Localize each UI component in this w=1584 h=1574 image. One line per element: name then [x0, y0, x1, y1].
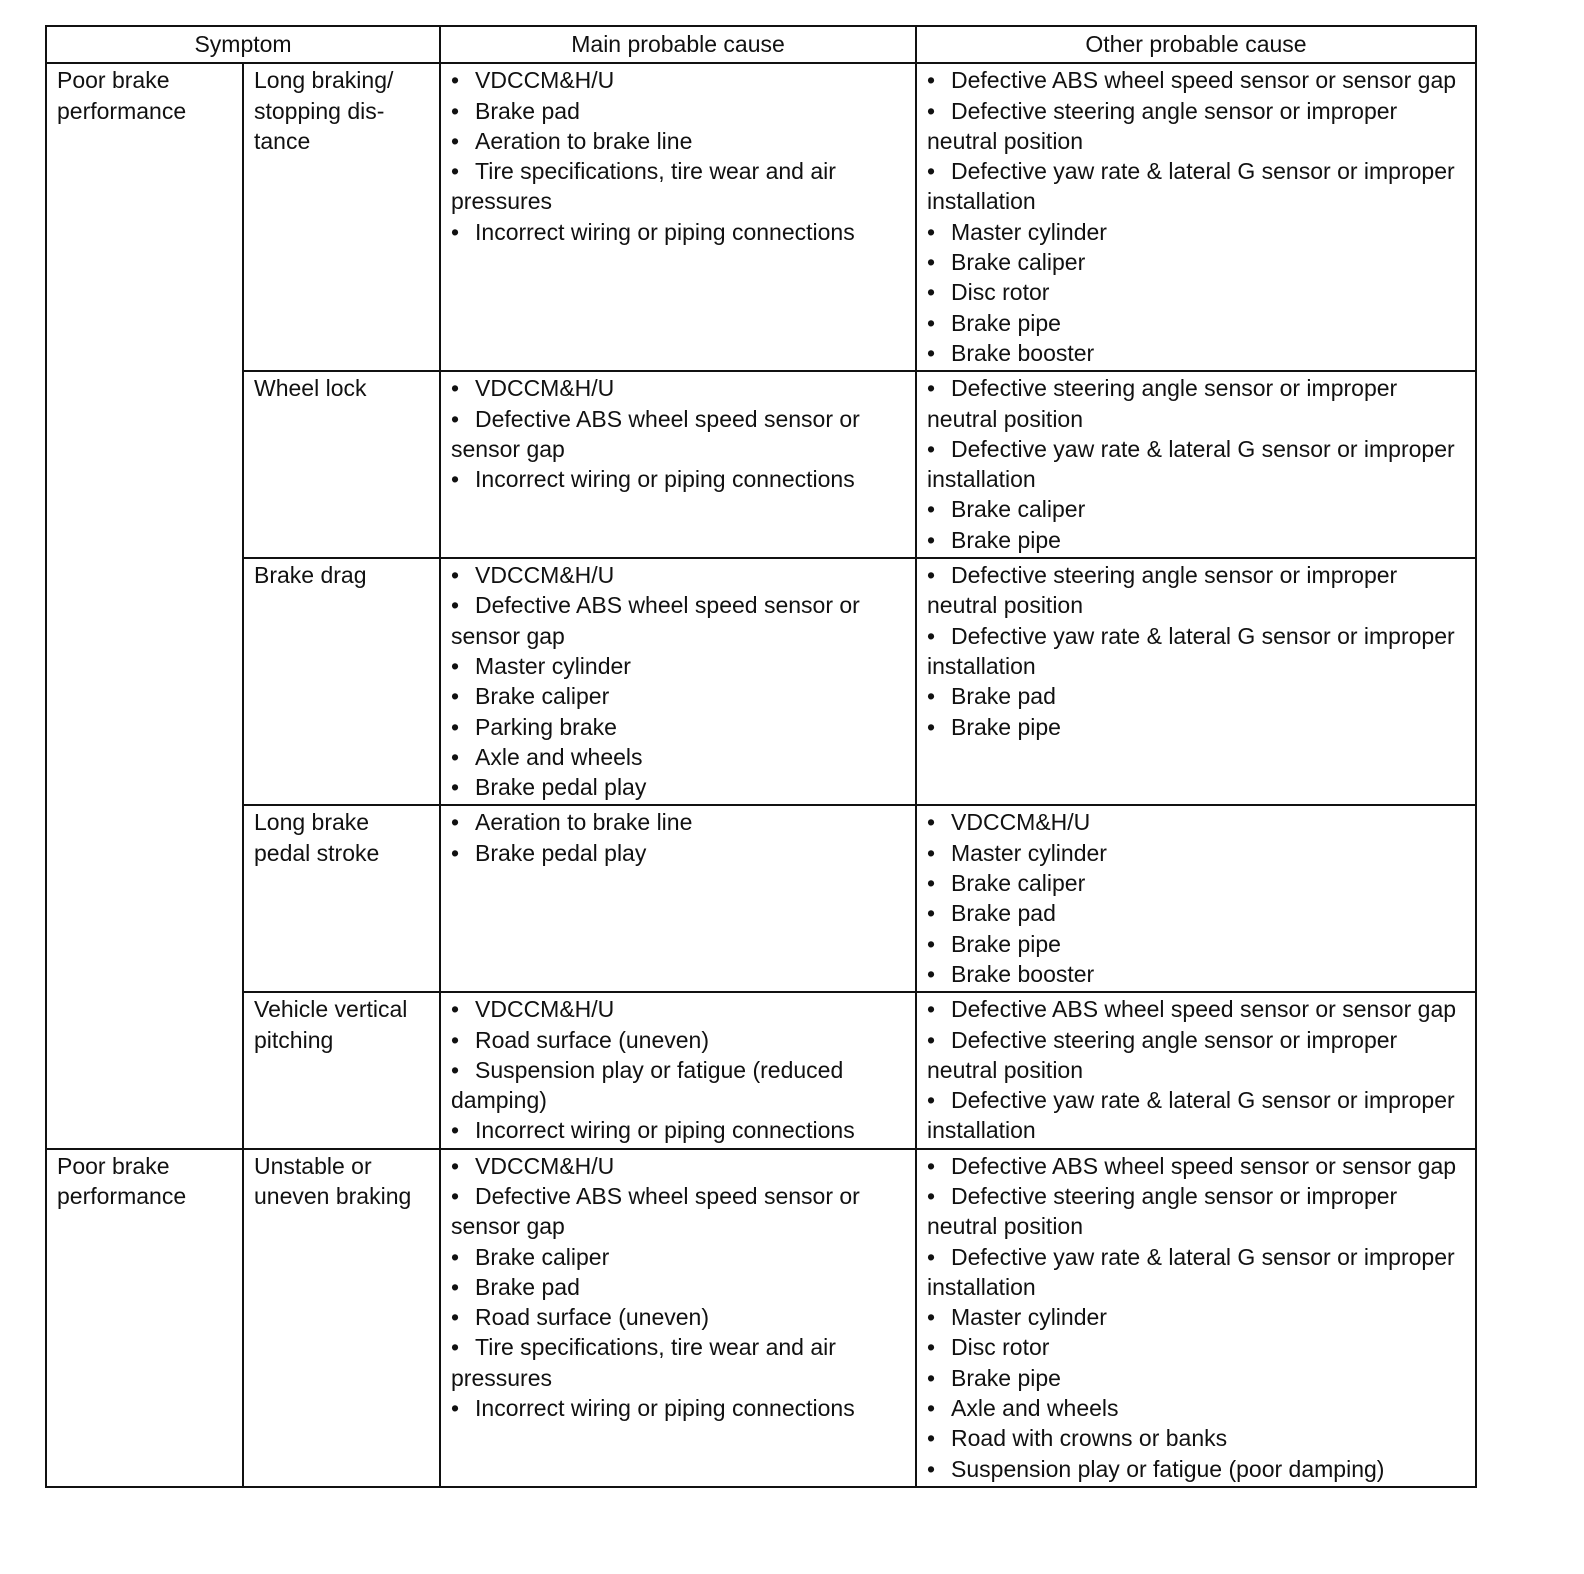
header-row — [46, 26, 1476, 63]
table-row — [46, 805, 1476, 992]
cause-item — [927, 156, 1467, 217]
cause-text: Defective steering angle sensor or improper neutral position — [927, 1182, 1398, 1240]
cause-text: Incorrect wiring or piping connections — [475, 1117, 855, 1144]
main-cause-list — [451, 560, 907, 802]
other-cause-list — [927, 994, 1467, 1145]
cause-text: Defective yaw rate & lateral G sensor or improper installation — [927, 158, 1455, 215]
cause-item — [451, 994, 907, 1024]
cause-text: Brake pad — [951, 683, 1056, 710]
cause-item — [927, 1085, 1467, 1146]
cause-item — [927, 1302, 1467, 1332]
cause-item — [451, 1151, 907, 1181]
cause-text: Axle and wheels — [951, 1395, 1119, 1422]
category-cell: Poor brake performance — [46, 63, 243, 1148]
cause-text: Brake booster — [951, 960, 1095, 987]
main-cause-list — [451, 373, 907, 494]
cause-text: Brake pipe — [951, 713, 1061, 740]
cause-text: Defective ABS wheel speed sensor or sensor gap — [951, 67, 1457, 94]
cause-text: Tire specifications, tire wear and air pressures — [451, 158, 836, 215]
other-cause-cell — [916, 992, 1476, 1148]
other-cause-cell — [916, 371, 1476, 558]
main-cause-cell — [440, 992, 916, 1148]
symptom-cell: Unstable or uneven braking — [243, 1149, 440, 1487]
cause-item — [927, 247, 1467, 277]
header-other-cause: Other probable cause — [916, 26, 1476, 63]
cause-text: Defective yaw rate & lateral G sensor or improper installation — [927, 435, 1455, 493]
cause-item — [451, 681, 907, 711]
symptom-cell: Brake drag — [243, 558, 440, 805]
main-cause-cell — [440, 558, 916, 805]
cause-text: Defective ABS wheel speed sensor or sensor gap — [451, 1182, 860, 1240]
cause-text: Defective ABS wheel speed sensor or sensor gap — [451, 405, 860, 462]
cause-text: Aeration to brake line — [475, 127, 693, 154]
cause-text: Disc rotor — [951, 279, 1050, 306]
cause-text: Defective steering angle sensor or improper neutral position — [927, 375, 1398, 432]
symptom-cell: Wheel lock — [243, 371, 440, 558]
cause-item — [451, 1115, 907, 1145]
cause-text: Brake pedal play — [475, 839, 647, 866]
category-cell: Poor brake performance — [46, 1149, 243, 1487]
cause-item — [927, 929, 1467, 959]
cause-item — [927, 96, 1467, 157]
cause-text: VDCCM&H/U — [475, 996, 615, 1023]
cause-item — [451, 404, 907, 465]
cause-text: Brake pad — [475, 97, 580, 124]
cause-item — [927, 308, 1467, 338]
cause-item — [451, 651, 907, 681]
cause-text: Incorrect wiring or piping connections — [475, 218, 855, 245]
cause-text: Disc rotor — [951, 1334, 1050, 1361]
cause-text: Brake caliper — [951, 870, 1086, 897]
cause-text: Axle and wheels — [475, 743, 643, 770]
main-cause-list — [451, 65, 907, 247]
other-cause-cell — [916, 63, 1476, 371]
cause-text: VDCCM&H/U — [475, 375, 615, 402]
cause-text: Brake pipe — [951, 1364, 1061, 1391]
cause-text: Defective ABS wheel speed sensor or sensor gap — [951, 996, 1457, 1023]
cause-text: Brake pipe — [951, 930, 1061, 957]
table-row — [46, 1149, 1476, 1487]
cause-item — [451, 1025, 907, 1055]
other-cause-list — [927, 65, 1467, 368]
cause-item — [927, 1393, 1467, 1423]
cause-item — [451, 1302, 907, 1332]
table-row — [46, 371, 1476, 558]
cause-text: Suspension play or fatigue (reduced damping) — [451, 1056, 844, 1114]
cause-item — [927, 65, 1467, 95]
cause-text: Master cylinder — [951, 839, 1107, 866]
cause-item — [451, 1055, 907, 1116]
cause-item — [451, 156, 907, 217]
cause-text: Defective yaw rate & lateral G sensor or improper installation — [927, 622, 1455, 679]
table-row — [46, 63, 1476, 371]
cause-text: VDCCM&H/U — [475, 67, 615, 94]
main-cause-cell — [440, 63, 916, 371]
cause-item — [451, 1272, 907, 1302]
other-cause-cell — [916, 558, 1476, 805]
cause-text: Defective ABS wheel speed sensor or sensor gap — [951, 1152, 1457, 1179]
cause-item — [451, 1393, 907, 1423]
cause-text: Road surface (uneven) — [475, 1304, 709, 1331]
main-cause-cell — [440, 805, 916, 992]
cause-text: Road surface (uneven) — [475, 1026, 709, 1053]
cause-text: Brake caliper — [475, 683, 610, 710]
cause-text: Brake pad — [951, 900, 1056, 927]
cause-item — [927, 494, 1467, 524]
cause-item — [927, 277, 1467, 307]
other-cause-list — [927, 373, 1467, 555]
cause-item — [927, 959, 1467, 989]
cause-item — [927, 838, 1467, 868]
cause-text: Brake pipe — [951, 309, 1061, 336]
symptom-cell: Long brake pedal stroke — [243, 805, 440, 992]
main-cause-list — [451, 1151, 907, 1424]
cause-item — [927, 217, 1467, 247]
cause-text: Defective yaw rate & lateral G sensor or improper installation — [927, 1087, 1455, 1144]
main-cause-cell — [440, 371, 916, 558]
cause-text: Master cylinder — [951, 1304, 1107, 1331]
cause-item — [927, 1151, 1467, 1181]
cause-item — [451, 590, 907, 651]
symptom-cell: Long braking/ stopping dis- tance — [243, 63, 440, 371]
cause-item — [927, 434, 1467, 495]
other-cause-list — [927, 1151, 1467, 1484]
cause-text: Brake pad — [475, 1273, 580, 1300]
header-main-cause: Main probable cause — [440, 26, 916, 63]
cause-item — [927, 1181, 1467, 1242]
cause-text: Parking brake — [475, 713, 617, 740]
other-cause-cell — [916, 805, 1476, 992]
cause-text: Defective ABS wheel speed sensor or sensor gap — [451, 592, 860, 649]
cause-item — [927, 807, 1467, 837]
cause-item — [451, 772, 907, 802]
cause-item — [451, 838, 907, 868]
cause-item — [451, 1242, 907, 1272]
cause-item — [927, 1423, 1467, 1453]
cause-item — [451, 742, 907, 772]
cause-text: VDCCM&H/U — [951, 809, 1091, 836]
cause-text: Defective steering angle sensor or improper neutral position — [927, 97, 1398, 154]
cause-item — [927, 712, 1467, 742]
cause-item — [451, 464, 907, 494]
cause-text: Brake caliper — [951, 496, 1086, 523]
cause-text: Master cylinder — [951, 218, 1107, 245]
cause-item — [451, 217, 907, 247]
cause-item — [927, 1363, 1467, 1393]
cause-text: Aeration to brake line — [475, 809, 693, 836]
cause-item — [927, 898, 1467, 928]
cause-text: Suspension play or fatigue (poor damping) — [951, 1455, 1385, 1482]
other-cause-list — [927, 807, 1467, 989]
main-cause-list — [451, 807, 907, 868]
table-body — [46, 63, 1476, 1487]
other-cause-list — [927, 560, 1467, 742]
table-row — [46, 558, 1476, 805]
diagnosis-table — [45, 25, 1477, 1488]
cause-item — [451, 65, 907, 95]
cause-text: Defective steering angle sensor or improper neutral position — [927, 562, 1398, 619]
cause-text: Brake booster — [951, 339, 1095, 366]
other-cause-cell — [916, 1149, 1476, 1487]
symptom-cell: Vehicle vertical pitching — [243, 992, 440, 1148]
cause-item — [927, 868, 1467, 898]
cause-text: VDCCM&H/U — [475, 1152, 615, 1179]
cause-item — [451, 560, 907, 590]
cause-item — [451, 96, 907, 126]
cause-item — [927, 621, 1467, 682]
main-cause-cell — [440, 1149, 916, 1487]
cause-item — [927, 338, 1467, 368]
cause-text: Brake caliper — [475, 1243, 610, 1270]
cause-text: Brake pipe — [951, 526, 1061, 553]
cause-item — [451, 126, 907, 156]
cause-item — [927, 1242, 1467, 1303]
cause-item — [451, 1181, 907, 1242]
table-row — [46, 992, 1476, 1148]
cause-item — [927, 560, 1467, 621]
cause-text: VDCCM&H/U — [475, 562, 615, 589]
cause-text: Incorrect wiring or piping connections — [475, 1395, 855, 1422]
cause-item — [927, 525, 1467, 555]
cause-text: Master cylinder — [475, 652, 631, 679]
cause-text: Incorrect wiring or piping connections — [475, 466, 855, 493]
cause-item — [927, 1025, 1467, 1086]
cause-text: Tire specifications, tire wear and air pressures — [451, 1334, 836, 1391]
cause-text: Defective steering angle sensor or improper neutral position — [927, 1026, 1398, 1083]
cause-text: Brake caliper — [951, 249, 1086, 276]
cause-item — [927, 1332, 1467, 1362]
cause-text: Defective yaw rate & lateral G sensor or improper installation — [927, 1243, 1455, 1300]
cause-item — [927, 1454, 1467, 1484]
cause-text: Road with crowns or banks — [951, 1425, 1228, 1452]
cause-item — [451, 712, 907, 742]
cause-item — [927, 994, 1467, 1024]
cause-text: Brake pedal play — [475, 774, 647, 801]
cause-item — [927, 681, 1467, 711]
cause-item — [451, 373, 907, 403]
cause-item — [451, 807, 907, 837]
main-cause-list — [451, 994, 907, 1145]
header-symptom: Symptom — [46, 26, 440, 63]
cause-item — [451, 1332, 907, 1393]
cause-item — [927, 373, 1467, 434]
